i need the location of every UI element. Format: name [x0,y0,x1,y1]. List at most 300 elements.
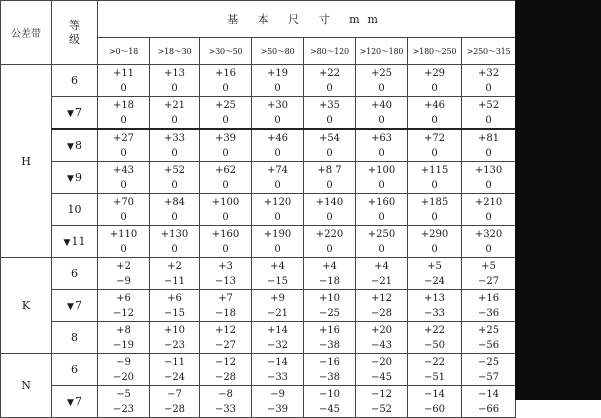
upper-deviation: +115 [420,164,449,176]
upper-deviation: −16 [318,356,341,368]
lower-deviation: −45 [370,371,393,383]
upper-deviation: +70 [112,196,135,208]
deviation-cell [150,354,200,386]
lower-deviation: 0 [326,82,333,94]
lower-deviation: 0 [378,82,385,94]
lower-deviation: 0 [120,114,127,126]
grade-cell [52,386,98,418]
upper-deviation: +210 [474,196,503,208]
grade-label: 8 [74,139,82,152]
lower-deviation: −21 [266,307,289,319]
deviation-cell [200,129,252,162]
lower-deviation: −21 [370,275,393,287]
upper-deviation: +46 [266,132,289,144]
tolerance-row [1,162,516,194]
deviation-cell [408,65,462,97]
lower-deviation: 0 [274,147,281,159]
deviation-cell [200,386,252,418]
upper-deviation: +12 [370,292,393,304]
upper-deviation: +16 [478,292,500,304]
lower-deviation: 0 [120,243,127,255]
lower-deviation: −23 [163,339,186,351]
upper-deviation: +52 [478,99,500,111]
lower-deviation: 0 [431,147,438,159]
deviation-cell [252,322,304,354]
upper-deviation: +13 [423,292,446,304]
deviation-cell [252,290,304,322]
upper-deviation: −14 [423,388,446,400]
upper-deviation: +6 [167,292,182,304]
lower-deviation: −19 [112,339,135,351]
upper-deviation: +27 [112,132,135,144]
upper-deviation: +30 [266,99,289,111]
deviation-cell [462,290,516,322]
tolerance-row [1,386,516,418]
lower-deviation: −33 [423,307,446,319]
grade-cell [52,322,98,354]
deviation-cell [98,258,150,290]
lower-deviation: −13 [214,275,237,287]
tolerance-row [1,226,516,258]
deviation-cell [252,97,304,130]
upper-deviation: +22 [318,67,341,79]
grade-cell [52,97,98,130]
deviation-cell [150,386,200,418]
upper-deviation: +5 [427,260,442,272]
upper-deviation: +25 [214,99,237,111]
deviation-cell [356,290,408,322]
lower-deviation: 0 [120,211,127,223]
tolerance-row [1,65,516,97]
upper-deviation: −7 [167,388,182,400]
deviation-cell [356,129,408,162]
upper-deviation: +10 [163,324,186,336]
lower-deviation: 0 [274,179,281,191]
deviation-cell [98,162,150,194]
lower-deviation: −9 [116,275,131,287]
tolerance-row [1,97,516,130]
lower-deviation: −50 [423,339,446,351]
upper-deviation: +190 [263,228,292,240]
grade-label: 6 [71,74,78,87]
deviation-cell [304,258,356,290]
preferred-marker-icon: ▼ [67,302,74,312]
lower-deviation: 0 [326,179,333,191]
preferred-marker-icon: ▼ [67,174,74,184]
grade-label: 10 [67,203,82,216]
upper-deviation: +63 [370,132,393,144]
deviation-cell [98,129,150,162]
deviation-cell [408,354,462,386]
size-range-header: >30～50 [200,38,252,65]
upper-deviation: +185 [420,196,449,208]
upper-deviation: +6 [116,292,131,304]
deviation-cell [252,162,304,194]
zone-column-header: 公差带 [1,1,52,65]
upper-deviation: +72 [423,132,446,144]
lower-deviation: 0 [326,147,333,159]
deviation-cell [356,258,408,290]
upper-deviation: −8 [218,388,233,400]
upper-deviation: +130 [474,164,503,176]
tolerance-row [1,354,516,386]
preferred-marker-icon: ▼ [67,142,74,152]
upper-deviation: +2 [167,260,182,272]
upper-deviation: +81 [478,132,500,144]
deviation-cell [98,322,150,354]
grade-cell [52,226,98,258]
lower-deviation: 0 [274,211,281,223]
upper-deviation: −14 [478,388,500,400]
lower-deviation: −24 [423,275,446,287]
upper-deviation: +22 [423,324,446,336]
grade-cell [52,354,98,386]
deviation-cell [200,226,252,258]
zone-label: H [1,65,52,258]
lower-deviation: −18 [318,275,341,287]
upper-deviation: +14 [266,324,289,336]
upper-deviation: +110 [109,228,138,240]
lower-deviation: 0 [171,82,178,94]
deviation-cell [98,65,150,97]
lower-deviation: −20 [112,371,135,383]
lower-deviation: −28 [214,371,237,383]
upper-deviation: +120 [263,196,292,208]
upper-deviation: −12 [370,388,393,400]
grade-cell [52,290,98,322]
lower-deviation: 0 [431,211,438,223]
lower-deviation: −52 [370,403,393,415]
deviation-cell [150,97,200,130]
upper-deviation: +8 [116,324,131,336]
deviation-cell [98,97,150,130]
deviation-cell [252,129,304,162]
upper-deviation: +21 [163,99,186,111]
deviation-cell [356,354,408,386]
upper-deviation: +33 [163,132,186,144]
lower-deviation: 0 [378,179,385,191]
deviation-cell [408,258,462,290]
upper-deviation: +8 7 [317,164,342,176]
lower-deviation: 0 [120,179,127,191]
grade-cell [52,129,98,162]
deviation-cell [408,97,462,130]
deviation-cell [462,97,516,130]
upper-deviation: +130 [160,228,189,240]
size-range-header: >250～315 [462,38,516,65]
lower-deviation: 0 [171,147,178,159]
upper-deviation: +100 [367,164,396,176]
size-range-header: >80～120 [304,38,356,65]
tolerance-row [1,129,516,162]
lower-deviation: −18 [214,307,237,319]
deviation-cell [200,354,252,386]
preferred-marker-icon: ▼ [67,398,74,408]
deviation-cell [408,386,462,418]
deviation-cell [150,65,200,97]
deviation-cell [98,386,150,418]
upper-deviation: +29 [423,67,446,79]
upper-deviation: +100 [211,196,240,208]
deviation-cell [304,386,356,418]
upper-deviation: +43 [112,164,135,176]
deviation-cell [462,386,516,418]
upper-deviation: +4 [374,260,389,272]
upper-deviation: +140 [315,196,344,208]
grade-label: 7 [74,299,82,312]
upper-deviation: +46 [423,99,446,111]
lower-deviation: 0 [485,114,492,126]
deviation-cell [304,194,356,226]
lower-deviation: −28 [370,307,393,319]
deviation-cell [98,194,150,226]
upper-deviation: +35 [318,99,341,111]
grade-label: 6 [71,267,78,280]
lower-deviation: −39 [266,403,289,415]
upper-deviation: +16 [214,67,237,79]
deviation-cell [252,65,304,97]
grade-cell [52,194,98,226]
deviation-cell [408,162,462,194]
lower-deviation: −23 [112,403,135,415]
deviation-cell [200,65,252,97]
upper-deviation: −10 [318,388,341,400]
lower-deviation: 0 [171,179,178,191]
lower-deviation: 0 [274,82,281,94]
upper-deviation: +19 [266,67,289,79]
upper-deviation: +4 [322,260,337,272]
deviation-cell [98,354,150,386]
lower-deviation: −32 [266,339,289,351]
deviation-cell [98,226,150,258]
deviation-cell [408,226,462,258]
deviation-cell [150,194,200,226]
upper-deviation: −11 [163,356,186,368]
lower-deviation: 0 [431,243,438,255]
deviation-cell [252,354,304,386]
upper-deviation: −5 [116,388,131,400]
grade-cell [52,162,98,194]
upper-deviation: +320 [474,228,503,240]
upper-deviation: −9 [270,388,285,400]
lower-deviation: 0 [431,114,438,126]
size-range-header: >120～180 [356,38,408,65]
zone-label: N [1,354,52,418]
lower-deviation: −45 [318,403,341,415]
upper-deviation: −14 [266,356,289,368]
lower-deviation: −12 [112,307,135,319]
deviation-cell [304,322,356,354]
lower-deviation: 0 [378,211,385,223]
upper-deviation: +220 [315,228,344,240]
size-range-header: >0～18 [98,38,150,65]
deviation-cell [252,226,304,258]
grade-cell [52,65,98,97]
lower-deviation: −33 [214,403,237,415]
lower-deviation: −57 [478,371,500,383]
deviation-cell [150,129,200,162]
lower-deviation: −15 [266,275,289,287]
deviation-cell [252,386,304,418]
upper-deviation: −12 [214,356,237,368]
lower-deviation: 0 [431,179,438,191]
grade-label: 7 [74,395,82,408]
upper-deviation: +84 [163,196,186,208]
lower-deviation: 0 [222,179,229,191]
deviation-cell [356,226,408,258]
lower-deviation: 0 [222,82,229,94]
deviation-cell [356,386,408,418]
deviation-cell [304,226,356,258]
preferred-marker-icon: ▼ [67,109,74,119]
lower-deviation: 0 [378,147,385,159]
lower-deviation: −33 [266,371,289,383]
lower-deviation: −28 [163,403,186,415]
deviation-cell [150,322,200,354]
upper-deviation: −20 [370,356,393,368]
grade-column-header: 等 级 [52,1,98,65]
grade-cell [52,258,98,290]
lower-deviation: 0 [378,243,385,255]
lower-deviation: −43 [370,339,393,351]
lower-deviation: 0 [222,243,229,255]
lower-deviation: 0 [485,82,492,94]
upper-deviation: +11 [112,67,135,79]
deviation-cell [462,322,516,354]
lower-deviation: −15 [163,307,186,319]
lower-deviation: −60 [423,403,446,415]
lower-deviation: 0 [485,243,492,255]
lower-deviation: 0 [171,211,178,223]
deviation-cell [462,129,516,162]
upper-deviation: +62 [214,164,237,176]
lower-deviation: −24 [163,371,186,383]
deviation-cell [462,354,516,386]
upper-deviation: +13 [163,67,186,79]
tolerance-row [1,322,516,354]
tolerance-body [1,65,516,418]
upper-deviation: +32 [478,67,500,79]
upper-deviation: +3 [218,260,233,272]
lower-deviation: −56 [478,339,500,351]
deviation-cell [200,162,252,194]
grade-label: 7 [74,106,82,119]
deviation-cell [304,290,356,322]
upper-deviation: +74 [266,164,289,176]
deviation-cell [200,322,252,354]
upper-deviation: +18 [112,99,135,111]
deviation-cell [462,258,516,290]
lower-deviation: 0 [326,243,333,255]
deviation-cell [200,97,252,130]
lower-deviation: −38 [318,371,341,383]
deviation-cell [304,354,356,386]
deviation-cell [462,194,516,226]
tolerance-row [1,194,516,226]
grade-label: 8 [71,331,78,344]
upper-deviation: +16 [318,324,341,336]
deviation-cell [408,129,462,162]
grade-label: 6 [71,363,78,376]
lower-deviation: −51 [423,371,446,383]
deviation-cell [408,290,462,322]
lower-deviation: −27 [478,275,500,287]
upper-deviation: +52 [163,164,186,176]
lower-deviation: −36 [478,307,500,319]
upper-deviation: −25 [478,356,500,368]
deviation-cell [200,290,252,322]
lower-deviation: 0 [326,211,333,223]
deviation-cell [462,65,516,97]
size-range-header: >18～30 [150,38,200,65]
lower-deviation: −25 [318,307,341,319]
deviation-cell [356,194,408,226]
deviation-cell [304,65,356,97]
lower-deviation: 0 [485,147,492,159]
deviation-cell [408,194,462,226]
deviation-cell [356,162,408,194]
deviation-cell [200,258,252,290]
lower-deviation: 0 [326,114,333,126]
deviation-cell [252,194,304,226]
deviation-cell [150,290,200,322]
lower-deviation: 0 [274,243,281,255]
deviation-cell [98,290,150,322]
grade-label: 11 [71,235,86,248]
lower-deviation: −27 [214,339,237,351]
tolerance-row [1,290,516,322]
deviation-cell [150,226,200,258]
grade-label: 9 [74,171,82,184]
upper-deviation: +40 [370,99,393,111]
deviation-cell [356,65,408,97]
lower-deviation: 0 [274,114,281,126]
lower-deviation: 0 [485,211,492,223]
dark-edge-strip [515,0,601,400]
lower-deviation: 0 [431,82,438,94]
upper-deviation: +25 [478,324,500,336]
deviation-cell [150,258,200,290]
deviation-cell [150,162,200,194]
size-range-header: >180～250 [408,38,462,65]
lower-deviation: 0 [222,114,229,126]
upper-deviation: +250 [367,228,396,240]
size-range-header: >50～80 [252,38,304,65]
lower-deviation: 0 [120,82,127,94]
upper-deviation: +10 [318,292,341,304]
deviation-cell [408,322,462,354]
deviation-cell [462,162,516,194]
lower-deviation: 0 [171,243,178,255]
lower-deviation: 0 [485,179,492,191]
upper-deviation: +5 [481,260,496,272]
deviation-cell [304,162,356,194]
tolerance-row [1,258,516,290]
deviation-cell [462,226,516,258]
upper-deviation: −22 [423,356,446,368]
upper-deviation: +9 [270,292,285,304]
deviation-cell [304,97,356,130]
lower-deviation: −11 [163,275,186,287]
deviation-cell [356,97,408,130]
deviation-cell [356,322,408,354]
deviation-cell [252,258,304,290]
upper-deviation: +20 [370,324,393,336]
upper-deviation: +39 [214,132,237,144]
upper-deviation: +160 [211,228,240,240]
lower-deviation: 0 [222,211,229,223]
lower-deviation: 0 [171,114,178,126]
